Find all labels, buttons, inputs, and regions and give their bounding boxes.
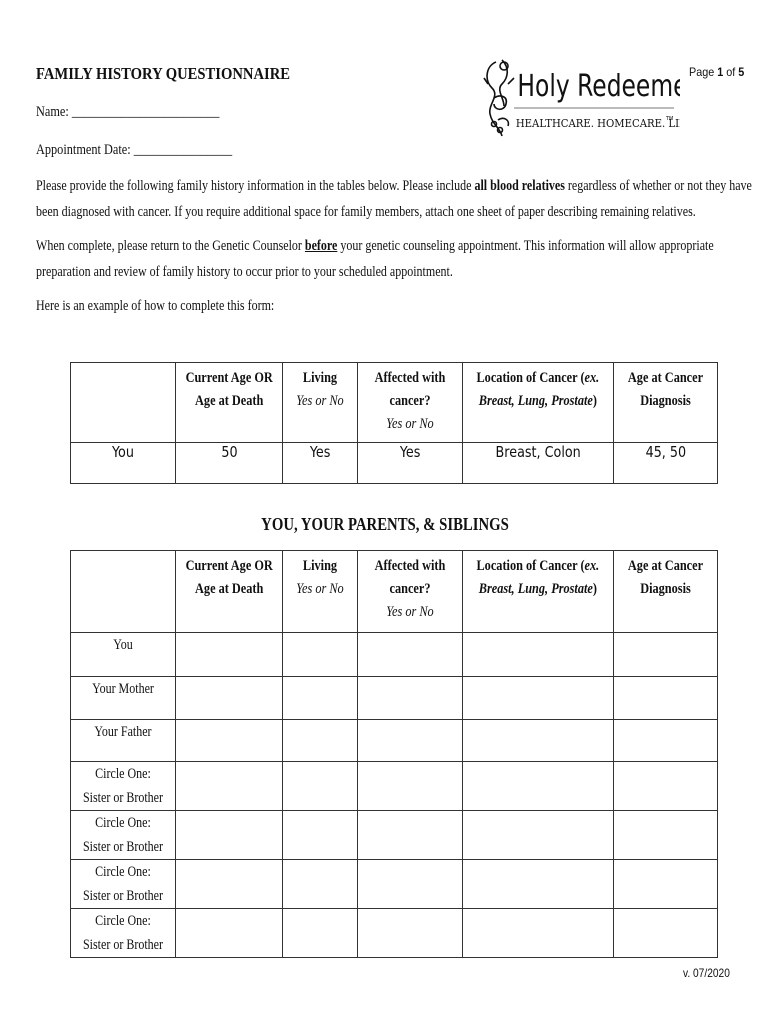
living-cell[interactable]	[283, 720, 358, 762]
table-row	[71, 720, 718, 762]
affected-cell[interactable]	[358, 860, 463, 909]
instructions-paragraph-3: Here is an example of how to complete this form:	[36, 298, 275, 314]
table-row	[71, 633, 718, 677]
living-cell[interactable]	[283, 677, 358, 720]
location-cell[interactable]	[463, 811, 614, 860]
example-affected: Yes	[358, 443, 463, 484]
table-row	[71, 762, 718, 811]
age-cell[interactable]	[176, 633, 283, 677]
location-cell[interactable]	[463, 909, 614, 958]
living-cell[interactable]	[283, 811, 358, 860]
instructions-paragraph-1: Please provide the following family history information in the tables below. Please include all blood relatives regardless of whether or not they have been diagnosed with cancer. If you require additional space for family members, attach one sheet of paper describing remaining relatives.	[36, 178, 752, 220]
header-affected: Affected with cancer? Yes or No	[358, 551, 463, 633]
relative-label: Circle One: Sister or Brother	[71, 860, 176, 909]
appointment-date-field[interactable]: Appointment Date: ________________	[36, 142, 233, 158]
svg-text:TM: TM	[666, 116, 674, 122]
affected-cell[interactable]	[358, 762, 463, 811]
header-person	[71, 363, 176, 443]
header-location: Location of Cancer (ex. Breast, Lung, Prostate)	[463, 363, 614, 443]
affected-cell[interactable]	[358, 677, 463, 720]
age-cell[interactable]	[176, 677, 283, 720]
header-age: Current Age OR Age at Death	[176, 551, 283, 633]
table-row	[71, 909, 718, 958]
svg-text:Holy Redeemer: Holy Redeemer	[517, 69, 680, 104]
affected-cell[interactable]	[358, 720, 463, 762]
holy-redeemer-logo	[480, 54, 680, 142]
relative-label: Circle One: Sister or Brother	[71, 811, 176, 860]
relative-label: Your Father	[71, 720, 176, 762]
name-field[interactable]: Name: ________________________	[36, 104, 220, 120]
diagnosis-cell[interactable]	[614, 720, 718, 762]
version-label: v. 07/2020	[683, 966, 730, 980]
example-age: 50	[176, 443, 283, 484]
location-cell[interactable]	[463, 720, 614, 762]
table-row	[71, 677, 718, 720]
page-number: Page 1 of 5	[689, 65, 745, 79]
family-header-row	[71, 551, 718, 633]
affected-cell[interactable]	[358, 633, 463, 677]
example-location: Breast, Colon	[463, 443, 614, 484]
diagnosis-cell[interactable]	[614, 762, 718, 811]
example-person: You	[71, 443, 176, 484]
table-row	[71, 811, 718, 860]
header-living: Living Yes or No	[283, 551, 358, 633]
page-title: FAMILY HISTORY QUESTIONNAIRE	[36, 64, 291, 83]
location-cell[interactable]	[463, 677, 614, 720]
age-cell[interactable]	[176, 909, 283, 958]
affected-cell[interactable]	[358, 811, 463, 860]
location-cell[interactable]	[463, 860, 614, 909]
header-affected: Affected with cancer? Yes or No	[358, 363, 463, 443]
header-diagnosis: Age at Cancer Diagnosis	[614, 551, 718, 633]
example-living: Yes	[283, 443, 358, 484]
family-history-table	[70, 550, 718, 958]
diagnosis-cell[interactable]	[614, 633, 718, 677]
logo-emblem-icon	[480, 54, 680, 142]
header-location: Location of Cancer (ex. Breast, Lung, Prostate)	[463, 551, 614, 633]
example-diagnosis: 45, 50	[614, 443, 718, 484]
diagnosis-cell[interactable]	[614, 677, 718, 720]
header-age: Current Age OR Age at Death	[176, 363, 283, 443]
relative-label: Circle One: Sister or Brother	[71, 909, 176, 958]
age-cell[interactable]	[176, 720, 283, 762]
example-row	[71, 443, 718, 484]
example-table	[70, 362, 718, 484]
relative-label: You	[71, 633, 176, 677]
age-cell[interactable]	[176, 860, 283, 909]
diagnosis-cell[interactable]	[614, 811, 718, 860]
relative-label: Your Mother	[71, 677, 176, 720]
diagnosis-cell[interactable]	[614, 909, 718, 958]
header-person	[71, 551, 176, 633]
svg-text:HEALTHCARE. HOMECARE. LIFECARE: HEALTHCARE. HOMECARE. LI	[515, 117, 680, 131]
header-living: Living Yes or No	[283, 363, 358, 443]
example-header-row	[71, 363, 718, 443]
living-cell[interactable]	[283, 909, 358, 958]
table-row	[71, 860, 718, 909]
living-cell[interactable]	[283, 633, 358, 677]
location-cell[interactable]	[463, 762, 614, 811]
living-cell[interactable]	[283, 762, 358, 811]
relative-label: Circle One: Sister or Brother	[71, 762, 176, 811]
section-title: YOU, YOUR PARENTS, & SIBLINGS	[261, 514, 509, 534]
location-cell[interactable]	[463, 633, 614, 677]
diagnosis-cell[interactable]	[614, 860, 718, 909]
age-cell[interactable]	[176, 762, 283, 811]
header-diagnosis: Age at Cancer Diagnosis	[614, 363, 718, 443]
living-cell[interactable]	[283, 860, 358, 909]
age-cell[interactable]	[176, 811, 283, 860]
instructions-paragraph-2: When complete, please return to the Genetic Counselor before your genetic counseling appointment. This information will allow appropriate preparation and review of family history to occur prior to your scheduled appointment.	[36, 238, 714, 280]
affected-cell[interactable]	[358, 909, 463, 958]
